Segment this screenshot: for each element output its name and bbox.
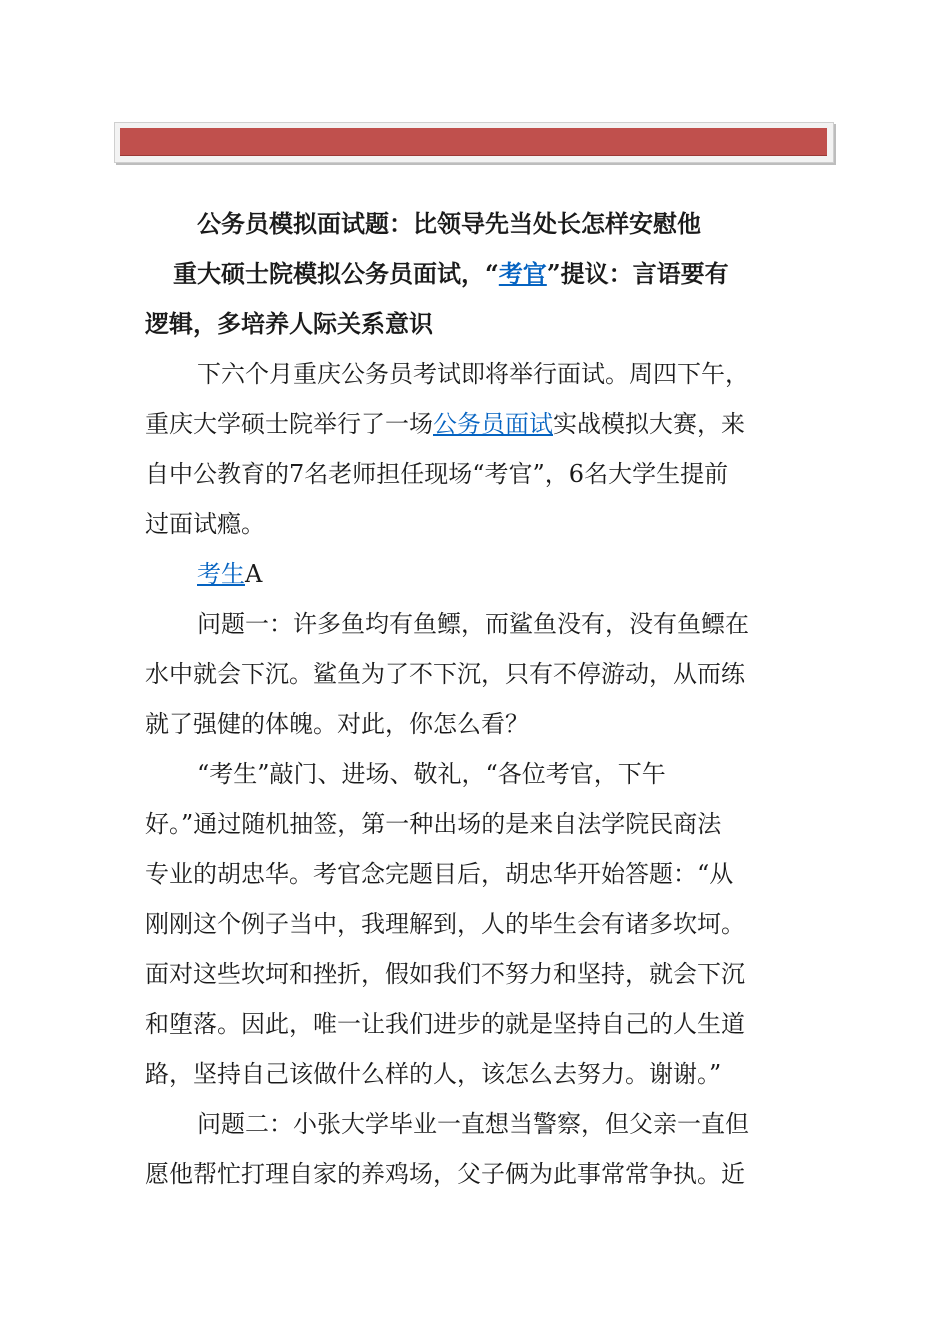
- intro-text: 实战模拟大赛，来: [553, 410, 745, 438]
- question-1-line-1: 问题一：许多鱼均有鱼鳔，而鲨鱼没有，没有鱼鳔在: [197, 610, 749, 638]
- intro-line-1: 下六个月重庆公务员考试即将举行面试。周四下午，: [197, 360, 749, 388]
- answer-line-6: 和堕落。因此，唯一让我们进步的就是坚持自己的人生道: [145, 1010, 745, 1038]
- subtitle-text: 重大硕士院模拟公务员面试，“: [173, 259, 499, 288]
- question-1-line-2: 水中就会下沉。鲨鱼为了不下沉，只有不停游动，从而练: [145, 660, 745, 688]
- intro-line-3: 自中公教育的7名老师担任现场“考官”，6名大学生提前: [145, 460, 729, 488]
- candidate-heading: [145, 549, 805, 599]
- intro-line-4: 过面试瘾。: [145, 510, 265, 538]
- candidate-suffix: A: [245, 560, 263, 588]
- header-banner: [114, 122, 834, 163]
- candidate-link[interactable]: 考生: [197, 560, 245, 588]
- civil-servant-interview-link[interactable]: 公务员面试: [433, 410, 553, 438]
- question-2-line-2: 愿他帮忙打理自家的养鸡场，父子俩为此事常常争执。近: [145, 1160, 745, 1188]
- subtitle-text: ”提议：言语要有: [546, 259, 729, 288]
- answer-line-1: “考生”敲门、进场、敬礼，“各位考官，下午: [197, 760, 666, 788]
- answer-line-4: 刚刚这个例子当中，我理解到，人的毕生会有诸多坎坷。: [145, 910, 745, 938]
- answer-line-3: 专业的胡忠华。考官念完题目后，胡忠华开始答题：“从: [145, 860, 734, 888]
- intro-text: 重庆大学硕士院举行了一场: [145, 410, 433, 438]
- answer-line-2: 好。”通过随机抽签，第一种出场的是来自法学院民商法: [145, 810, 722, 838]
- examiner-link[interactable]: 考官: [498, 259, 547, 288]
- question-2-line-1: 问题二：小张大学毕业一直想当警察，但父亲一直但: [197, 1110, 749, 1138]
- answer-line-7: 路，坚持自己该做什么样的人，该怎么去努力。谢谢。”: [145, 1060, 722, 1088]
- answer-line-5: 面对这些坎坷和挫折，假如我们不努力和坚持，就会下沉: [145, 960, 745, 988]
- header-banner-fill: [120, 128, 827, 155]
- question-1-line-3: 就了强健的体魄。对此，你怎么看？: [145, 710, 529, 738]
- subtitle-line-1: [145, 249, 805, 299]
- intro-line-2: [145, 399, 805, 449]
- document-body: [145, 199, 805, 1199]
- document-title: 公务员模拟面试题：比领导先当处长怎样安慰他: [197, 209, 701, 238]
- subtitle-line-2: 逻辑，多培养人际关系意识: [145, 309, 433, 338]
